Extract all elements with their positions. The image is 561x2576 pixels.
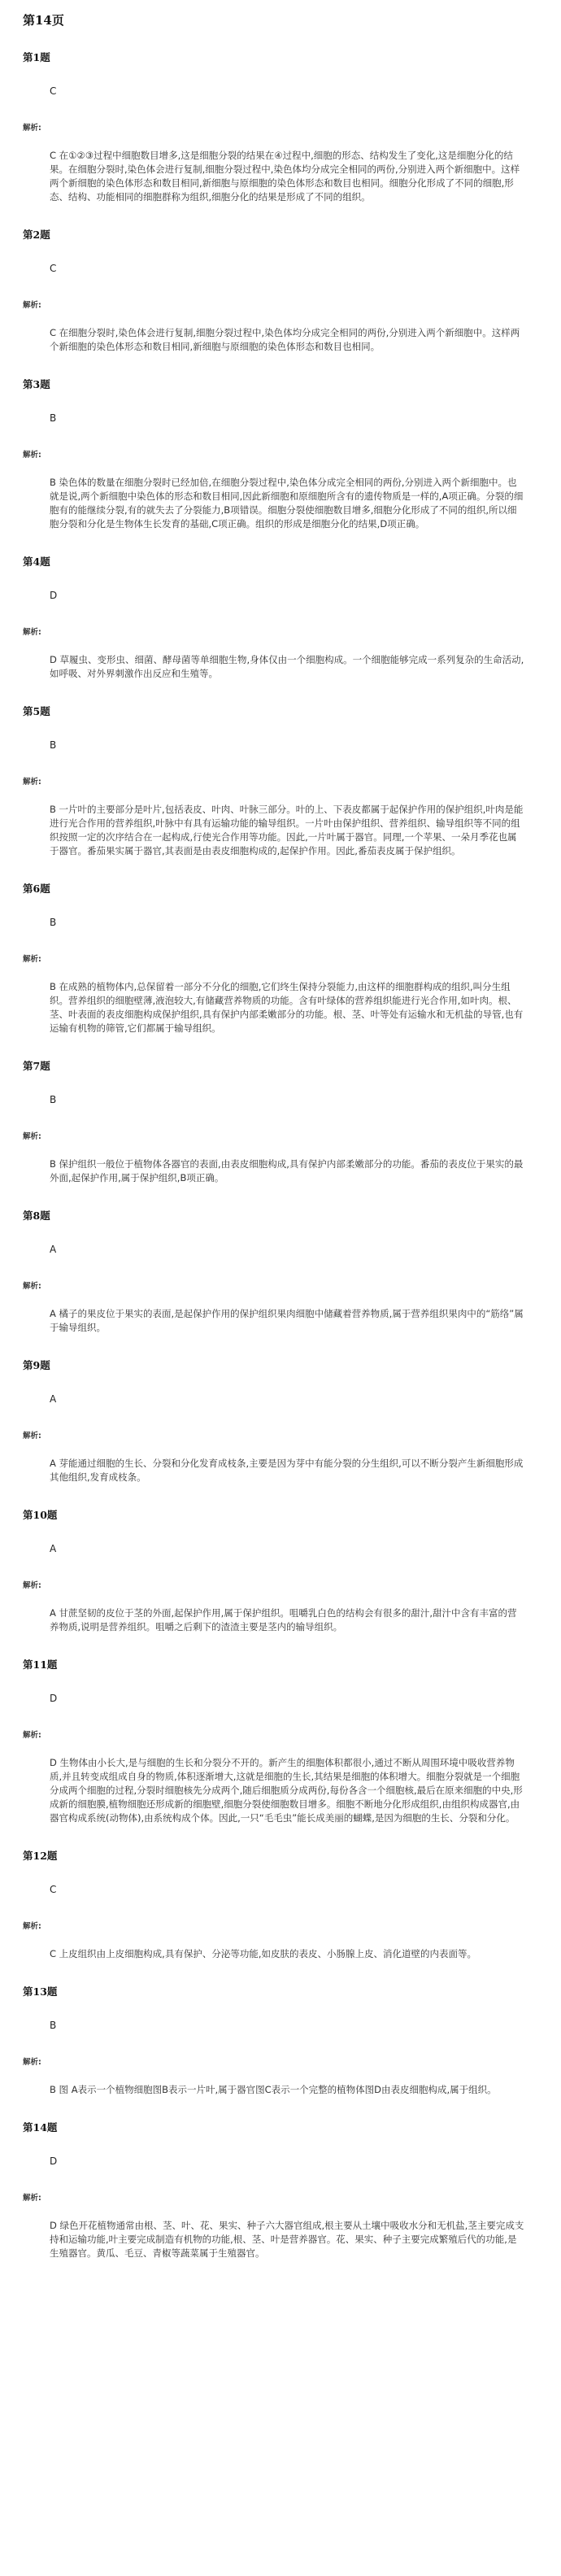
answer-value: C xyxy=(50,1884,57,1895)
question-block xyxy=(23,881,538,1058)
explanation-label: 解析: xyxy=(23,1132,41,1141)
question-list xyxy=(23,50,538,2283)
answer-value: D xyxy=(50,590,58,601)
answer-value: C xyxy=(50,85,57,97)
explanation-text: B 保护组织一般位于植物体各器官的表面,由表皮细胞构成,具有保护内部柔嫩部分的功能。番茄的表皮位于果实的最外面,起保护作用,属于保护组织,B项正确。 xyxy=(50,1158,524,1183)
explanation-text: B 一片叶的主要部分是叶片,包括表皮、叶肉、叶脉三部分。叶的上、下表皮都属于起保护作用的保护组织,叶肉是能进行光合作用的营养组织,叶脉中有具有运输功能的输导组织。一片叶由保护组织、营养组织、输导组织等不同的组织按照一定的次序结合在一起构成,行使光合作用等功能。因此,一片叶属于器官。同理,一个苹果、一朵月季花也属于器官。番茄果实属于器官,其表面是由表皮细胞构成的,起保护作用。因此,番茄表皮属于保护组织。 xyxy=(50,804,524,856)
explanation-label: 解析: xyxy=(23,1432,41,1441)
explanation-text: D 草履虫、变形虫、细菌、酵母菌等单细胞生物,身体仅由一个细胞构成。一个细胞能够完成一系列复杂的生命活动,如呼吸、对外界刺激作出反应和生殖等。 xyxy=(50,654,524,679)
explanation-label: 解析: xyxy=(23,2194,41,2203)
explanation-text: B 在成熟的植物体内,总保留着一部分不分化的细胞,它们终生保持分裂能力,由这样的细胞群构成的组织,叫分生组织。营养组织的细胞壁薄,液泡较大,有储藏营养物质的功能。含有叶绿体的营养组织能进行光合作用,如叶肉。根、茎、叶表面的表皮细胞构成保护组织,具有保护内部柔嫩部分的功能。根、茎、叶等处有运输水和无机盐的导管,也有运输有机物的筛管,它们都属于输导组织。 xyxy=(50,981,524,1034)
question-title: 第10题 xyxy=(23,1509,58,1521)
explanation-label: 解析: xyxy=(23,1731,41,1740)
question-block xyxy=(23,227,538,377)
explanation-text: D 生物体由小长大,是与细胞的生长和分裂分不开的。新产生的细胞体积都很小,通过不断从周围环境中吸收营养物质,并且转变成组成自身的物质,体积逐渐增大,这就是细胞的生长,其结果是细胞的体积增大。细胞分裂就是一个细胞分成两个细胞的过程,分裂时细胞核先分成两个,随后细胞质分成两份,每份各含一个细胞核,最后在原来细胞的中央,形成新的细胞膜,植物细胞还形成新的细胞壁,细胞分裂使细胞数目增多。细胞不断地分化形成组织,由组织构成器官,由器官构成系统(动物体),由系统构成个体。因此,一只“毛毛虫”能长成美丽的蝴蝶,是因为细胞的生长、分裂和分化。 xyxy=(50,1757,523,1824)
question-title: 第4题 xyxy=(23,556,50,568)
explanation-text: A 橘子的果皮位于果实的表面,是起保护作用的保护组织果肉细胞中储藏着营养物质,属于营养组织果肉中的“筋络”属于输导组织。 xyxy=(50,1308,524,1333)
question-block xyxy=(23,1358,538,1507)
answer-value: A xyxy=(50,1543,57,1554)
explanation-label: 解析: xyxy=(23,124,41,133)
question-title: 第1题 xyxy=(23,51,50,63)
question-title: 第2题 xyxy=(23,229,50,241)
question-title: 第14题 xyxy=(23,2121,58,2134)
question-title: 第5题 xyxy=(23,705,50,717)
page-title: 第14页 xyxy=(23,13,64,28)
question-block xyxy=(23,2120,538,2283)
explanation-label: 解析: xyxy=(23,1922,41,1931)
answer-value: A xyxy=(50,1393,57,1405)
explanation-label: 解析: xyxy=(23,2058,41,2067)
question-block xyxy=(23,1984,538,2120)
question-block xyxy=(23,1058,538,1208)
question-title: 第11题 xyxy=(23,1658,58,1671)
question-title: 第7题 xyxy=(23,1060,50,1072)
explanation-label: 解析: xyxy=(23,451,41,460)
answer-value: B xyxy=(50,2020,57,2031)
question-title: 第8题 xyxy=(23,1210,50,1222)
explanation-label: 解析: xyxy=(23,1282,41,1291)
explanation-text: C 在①②③过程中细胞数目增多,这是细胞分裂的结果在④过程中,细胞的形态、结构发生了变化,这是细胞分化的结果。在细胞分裂时,染色体会进行复制,细胞分裂过程中,染色体均分成完全相同的两份,分别进入两个新细胞中。这样两个新细胞的染色体形态和数目相同,新细胞与原细胞的染色体形态和数目也相同。细胞分化形成了不同的细胞,形态、结构、功能相同的细胞群称为组织,细胞分化的结果是形成了不同的组织。 xyxy=(50,150,520,203)
question-block xyxy=(23,1507,538,1657)
explanation-text: D 绿色开花植物通常由根、茎、叶、花、果实、种子六大器官组成,根主要从土壤中吸收水分和无机盐,茎主要完成支持和运输功能,叶主要完成制造有机物的功能,根、茎、叶是营养器官。花、果实、种子主要完成繁殖后代的功能,是生殖器官。黄瓜、毛豆、青椒等蔬菜属于生殖器官。 xyxy=(50,2220,524,2259)
question-title: 第3题 xyxy=(23,378,50,390)
question-title: 第9题 xyxy=(23,1359,50,1371)
explanation-label: 解析: xyxy=(23,955,41,964)
answer-value: D xyxy=(50,2155,58,2167)
question-block xyxy=(23,377,538,554)
answer-value: B xyxy=(50,412,57,424)
explanation-text: C 上皮组织由上皮细胞构成,具有保护、分泌等功能,如皮肤的表皮、小肠腺上皮、消化道壁的内表面等。 xyxy=(50,1948,476,1959)
explanation-text: B 图 A表示一个植物细胞图B表示一片叶,属于器官图C表示一个完整的植物体图D由表皮细胞构成,属于组织。 xyxy=(50,2084,497,2095)
question-title: 第12题 xyxy=(23,1850,58,1862)
answer-value: C xyxy=(50,263,57,274)
explanation-text: C 在细胞分裂时,染色体会进行复制,细胞分裂过程中,染色体均分成完全相同的两份,分别进入两个新细胞中。这样两个新细胞的染色体形态和数目相同,新细胞与原细胞的染色体形态和数目也相同。 xyxy=(50,327,520,352)
answer-value: B xyxy=(50,1094,57,1105)
explanation-label: 解析: xyxy=(23,778,41,787)
question-title: 第13题 xyxy=(23,1985,58,1998)
question-block xyxy=(23,554,538,704)
explanation-label: 解析: xyxy=(23,1581,41,1590)
question-title: 第6题 xyxy=(23,883,50,895)
answer-value: B xyxy=(50,739,57,751)
question-block xyxy=(23,1848,538,1984)
question-block xyxy=(23,1208,538,1358)
answer-value: B xyxy=(50,917,57,928)
answer-value: D xyxy=(50,1693,58,1704)
answer-value: A xyxy=(50,1244,57,1255)
explanation-label: 解析: xyxy=(23,628,41,637)
explanation-text: A 芽能通过细胞的生长、分裂和分化发育成枝条,主要是因为芽中有能分裂的分生组织,可以不断分裂产生新细胞形成其他组织,发育成枝条。 xyxy=(50,1458,524,1483)
explanation-text: A 甘蔗坚韧的皮位于茎的外面,起保护作用,属于保护组织。咀嚼乳白色的结构会有很多的甜汁,甜汁中含有丰富的营养物质,说明是营养组织。咀嚼之后剩下的渣渣主要是茎内的输导组织。 xyxy=(50,1607,517,1632)
question-block xyxy=(23,50,538,227)
explanation-label: 解析: xyxy=(23,301,41,310)
question-block xyxy=(23,1657,538,1848)
explanation-text: B 染色体的数量在细胞分裂时已经加倍,在细胞分裂过程中,染色体分成完全相同的两份,分别进入两个新细胞中。也就是说,两个新细胞中染色体的形态和数目相同,因此新细胞和原细胞所含有的遗传物质是一样的,A项正确。分裂的细胞有的能继续分裂,有的就失去了分裂能力,B项错误。细胞分裂使细胞数目增多,细胞分化形成了不同的组织,所以细胞分裂和分化是生物体生长发育的基础,C项正确。组织的形成是细胞分化的结果,D项正确。 xyxy=(50,477,524,530)
question-block xyxy=(23,704,538,881)
